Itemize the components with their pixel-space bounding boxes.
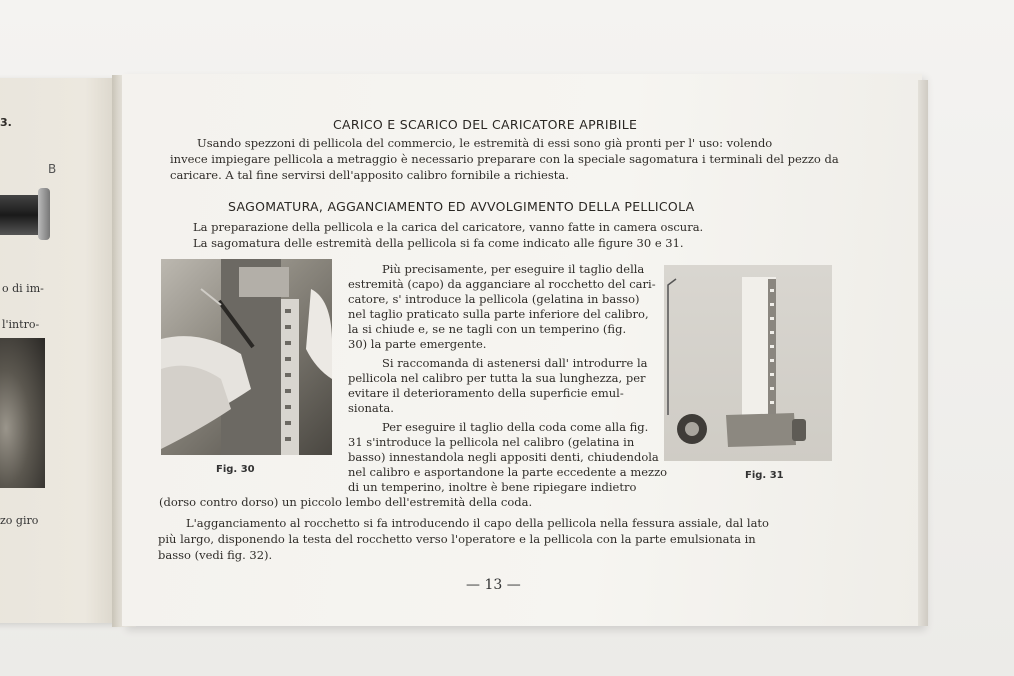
- column-line: la si chiude e, se ne tagli con un temperino (fig.: [348, 322, 627, 336]
- page-edge: [918, 80, 928, 626]
- fig31-photo: [664, 265, 832, 461]
- left-figure-ref: 3.: [0, 116, 12, 129]
- final-line: L'agganciamento al rocchetto si fa introducendo il capo della pellicola nella fessura assiale, dal lato: [186, 516, 769, 530]
- fig31-label: Fig. 31: [745, 470, 784, 481]
- column-line: 31 s'introduce la pellicola nel calibro (gelatina in: [348, 435, 635, 449]
- section-heading: SAGOMATURA, AGGANCIAMENTO ED AVVOLGIMENTO DELLA PELLICOLA: [228, 199, 695, 214]
- column-line: estremità (capo) da agganciare al rocchetto del cari-: [348, 277, 656, 291]
- column-line: di un temperino, inoltre è bene ripiegare indietro: [348, 480, 637, 494]
- column-line: nel taglio praticato sulla parte inferiore del calibro,: [348, 307, 649, 321]
- page-title: CARICO E SCARICO DEL CARICATORE APRIBILE: [333, 117, 638, 132]
- column-line: Per eseguire il taglio della coda come alla fig.: [382, 420, 649, 434]
- column-line: Più precisamente, per eseguire il taglio della: [382, 262, 645, 276]
- section-line: La preparazione della pellicola e la carica del caricatore, vanno fatte in camera oscura.: [193, 220, 704, 234]
- final-line: basso (vedi fig. 32).: [158, 548, 273, 562]
- intro-line: caricare. A tal fine servirsi dell'apposito calibro fornibile a richiesta.: [170, 168, 569, 182]
- section-line: La sagomatura delle estremità della pellicola si fa come indicato alle figure 30 e 31.: [193, 236, 684, 250]
- column-line: Si raccomanda di astenersi dall' introdurre la: [382, 356, 648, 370]
- fig30-photo: [161, 259, 332, 455]
- fig31-illustration: [664, 265, 832, 461]
- left-photo-hand: [0, 338, 45, 488]
- column-line: evitare il deterioramento della superficie emul-: [348, 386, 624, 400]
- final-line: più largo, disponendo la testa del rocchetto verso l'operatore e la pellicola con la parte emulsionata in: [158, 532, 756, 546]
- column-line: catore, s' introduce la pellicola (gelatina in basso): [348, 292, 640, 306]
- left-page: [0, 78, 120, 623]
- column-line: 30) la parte emergente.: [348, 337, 487, 351]
- fig30-label: Fig. 30: [216, 464, 255, 475]
- column-line: pellicola nel calibro per tutta la sua lunghezza, per: [348, 371, 646, 385]
- left-label-b: B: [48, 162, 57, 176]
- column-line: basso) innestandola negli appositi denti, chiudendola: [348, 450, 659, 464]
- left-text-line: zo giro: [0, 514, 39, 527]
- camera-disc-illustration: [38, 188, 50, 240]
- fig30-illustration: [161, 259, 332, 455]
- column-line: sionata.: [348, 401, 394, 415]
- intro-line: Usando spezzoni di pellicola del commercio, le estremità di essi sono già pronti per l' uso: volendo: [197, 136, 773, 150]
- page-number: — 13 —: [466, 577, 521, 593]
- column-line: nel calibro e asportandone la parte eccedente a mezzo: [348, 465, 668, 479]
- left-text-line: l'intro-: [2, 318, 40, 331]
- left-text-line: o di im-: [2, 282, 44, 295]
- intro-line: invece impiegare pellicola a metraggio è necessario preparare con la speciale sagomatura i terminali del pezzo da: [170, 152, 839, 166]
- column-line: (dorso contro dorso) un piccolo lembo dell'estremità della coda.: [159, 495, 533, 509]
